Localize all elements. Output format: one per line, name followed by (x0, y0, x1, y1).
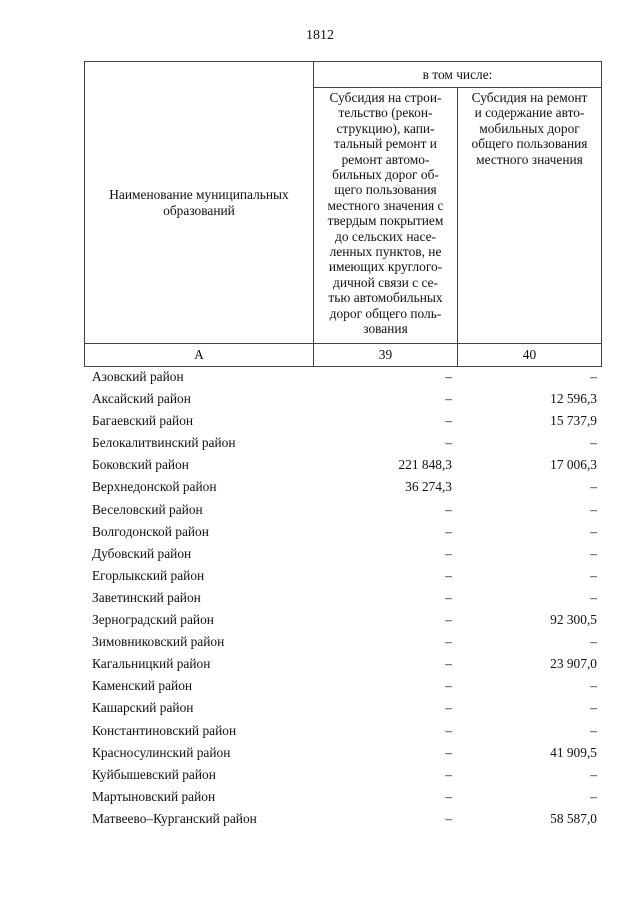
header-line: местного значения (476, 151, 583, 167)
table-row (92, 366, 597, 388)
row-value-39: – (445, 656, 452, 672)
row-value-40: 92 300,5 (550, 612, 597, 628)
row-value-39: – (445, 810, 452, 826)
table-row (92, 454, 597, 476)
row-value-40: – (590, 700, 597, 716)
row-value-39: 221 848,3 (398, 457, 452, 473)
header-line: зования (363, 321, 408, 337)
row-value-40: – (590, 501, 597, 517)
table-row (92, 742, 597, 764)
row-name: Дубовский район (92, 545, 192, 561)
row-name: Багаевский район (92, 413, 194, 429)
table-row (92, 521, 597, 543)
row-value-40: – (590, 788, 597, 804)
row-name: Аксайский район (92, 391, 191, 407)
header-line: Субсидия на ремонт (471, 90, 588, 105)
row-name: Заветинский район (92, 589, 201, 605)
row-name: Зимовниковский район (92, 634, 225, 650)
page-number: 1812 (306, 28, 334, 43)
row-value-39: – (445, 523, 452, 539)
row-value-40: – (590, 678, 597, 694)
table-body (92, 366, 597, 830)
table-row (92, 720, 597, 742)
table-row (92, 410, 597, 432)
row-value-39: – (445, 545, 452, 561)
row-value-39: – (445, 722, 452, 738)
table-row (92, 388, 597, 410)
index-name: А (85, 344, 314, 367)
table-row (92, 565, 597, 587)
row-name: Мартыновский район (92, 788, 216, 804)
row-value-39: – (445, 766, 452, 782)
header-line: ленных пунктов, не (329, 244, 442, 260)
table-row (92, 764, 597, 786)
row-name: Азовский район (92, 369, 184, 384)
row-name: Константиновский район (92, 722, 237, 738)
column-39-text (314, 88, 457, 337)
row-value-39: – (445, 612, 452, 628)
name-column-header: Наименование муниципальных образований (85, 62, 314, 344)
row-value-40: – (590, 589, 597, 605)
row-value-40: – (590, 634, 597, 650)
row-value-39: – (445, 435, 452, 451)
row-name: Боковский район (92, 457, 189, 473)
header-line: дичной связи с се- (333, 274, 438, 290)
row-value-40: – (590, 369, 597, 384)
column-40-header (458, 88, 602, 344)
header-line: до сельских насе- (335, 228, 436, 244)
row-name: Кашарский район (92, 700, 194, 716)
row-value-40: 12 596,3 (550, 391, 597, 407)
header-line: струкцию), капи- (336, 120, 435, 136)
table-row (92, 587, 597, 609)
header-line: дорог общего поль- (329, 305, 442, 321)
row-value-40: 23 907,0 (550, 656, 597, 672)
table-row (92, 476, 597, 498)
header-line: твердым покрытием (327, 213, 444, 229)
row-name: Красносулинский район (92, 744, 231, 760)
table-row (92, 609, 597, 631)
table-row (92, 543, 597, 565)
header-line: щего пользования (334, 182, 437, 198)
row-value-39: – (445, 678, 452, 694)
row-value-40: – (590, 722, 597, 738)
header-line: мобильных дорог (479, 120, 580, 136)
header-line: бильных дорог об- (332, 167, 439, 183)
header-line: имеющих круглого- (328, 259, 443, 275)
row-name: Куйбышевский район (92, 766, 216, 782)
table-row (92, 675, 597, 697)
row-value-39: – (445, 413, 452, 429)
row-value-40: – (590, 523, 597, 539)
row-value-40: – (590, 766, 597, 782)
row-value-39: – (445, 744, 452, 760)
row-value-39: 36 274,3 (405, 479, 452, 495)
table-row (92, 653, 597, 675)
row-value-39: – (445, 501, 452, 517)
column-40-text (458, 88, 601, 167)
row-value-40: 15 737,9 (550, 413, 597, 429)
row-name: Веселовский район (92, 501, 203, 517)
row-value-40: – (590, 545, 597, 561)
row-name: Кагальницкий район (92, 656, 211, 672)
row-value-40: 58 587,0 (550, 810, 597, 826)
row-name: Белокалитвинский район (92, 435, 236, 451)
row-name: Каменский район (92, 678, 193, 694)
table-header (84, 61, 602, 367)
header-line: ремонт автомо- (341, 151, 430, 167)
index-40: 40 (458, 344, 602, 367)
row-value-40: – (590, 479, 597, 495)
row-value-40: 17 006,3 (550, 457, 597, 473)
table-row (92, 808, 597, 830)
row-value-39: – (445, 634, 452, 650)
row-value-39: – (445, 567, 452, 583)
table-row (92, 697, 597, 719)
row-name: Верхнедонской район (92, 479, 217, 495)
header-line: тью автомобильных (328, 290, 443, 306)
row-value-40: 41 909,5 (550, 744, 597, 760)
row-name: Егорлыкский район (92, 567, 205, 583)
row-value-39: – (445, 391, 452, 407)
row-value-39: – (445, 700, 452, 716)
table-row (92, 631, 597, 653)
row-value-40: – (590, 435, 597, 451)
header-line: тельство (рекон- (338, 105, 433, 121)
table-row (92, 432, 597, 454)
table-row (92, 786, 597, 808)
header-line: и содержание авто- (474, 105, 585, 121)
header-line: Субсидия на строи- (329, 90, 442, 105)
including-header: в том числе: (314, 62, 602, 88)
row-name: Матвеево–Курганский район (92, 810, 257, 826)
column-39-header (314, 88, 458, 344)
header-line: общего пользования (471, 136, 588, 152)
row-name: Волгодонской район (92, 523, 209, 539)
row-value-40: – (590, 567, 597, 583)
header-line: тальный ремонт и (334, 136, 437, 152)
row-value-39: – (445, 589, 452, 605)
index-39: 39 (314, 344, 458, 367)
row-name: Зерноградский район (92, 612, 214, 628)
table-row (92, 499, 597, 521)
header-line: местного значения с (327, 197, 444, 213)
row-value-39: – (445, 788, 452, 804)
row-value-39: – (445, 369, 452, 384)
